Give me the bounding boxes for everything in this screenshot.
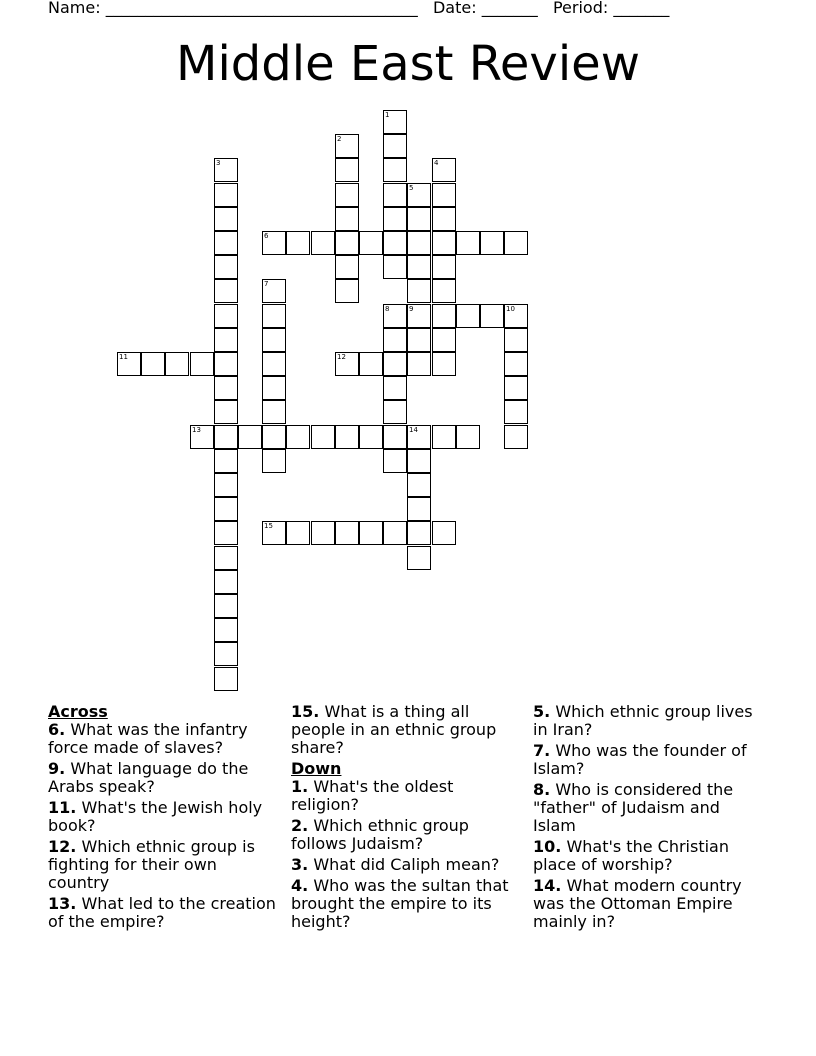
grid-cell[interactable] (335, 134, 359, 158)
grid-cell[interactable] (214, 594, 238, 618)
grid-cell[interactable] (383, 449, 407, 473)
clue-across-15: 15. What is a thing all people in an ethnic group share? (291, 702, 497, 757)
grid-cell[interactable] (383, 352, 407, 376)
grid-cell[interactable] (190, 352, 214, 376)
grid-cell[interactable] (456, 304, 480, 328)
grid-cell[interactable] (407, 328, 431, 352)
grid-cell[interactable] (335, 425, 359, 449)
grid-cell[interactable] (432, 328, 456, 352)
grid-cell[interactable] (214, 618, 238, 642)
grid-cell[interactable] (311, 521, 335, 545)
grid-cell[interactable] (383, 207, 407, 231)
grid-cell[interactable] (335, 279, 359, 303)
grid-cell[interactable] (383, 425, 407, 449)
grid-cell[interactable] (383, 255, 407, 279)
grid-cell[interactable] (335, 231, 359, 255)
clue-down-3: 3. What did Caliph mean? (291, 855, 500, 874)
grid-cell[interactable] (456, 231, 480, 255)
grid-cell[interactable] (504, 352, 528, 376)
cell-number: 15 (264, 522, 273, 530)
grid-cell[interactable] (117, 352, 141, 376)
grid-cell[interactable] (383, 328, 407, 352)
cell-number: 2 (337, 135, 342, 143)
grid-cell[interactable] (214, 279, 238, 303)
grid-cell[interactable] (214, 400, 238, 424)
grid-cell[interactable] (359, 521, 383, 545)
clue-down-5: 5. Which ethnic group lives in Iran? (533, 702, 753, 739)
grid-cell[interactable] (383, 231, 407, 255)
cell-number: 8 (385, 305, 390, 313)
cell-number: 11 (119, 353, 128, 361)
grid-cell[interactable] (214, 570, 238, 594)
grid-cell[interactable] (407, 183, 431, 207)
grid-cell[interactable] (383, 183, 407, 207)
grid-cell[interactable] (165, 352, 189, 376)
grid-cell[interactable] (432, 425, 456, 449)
grid-cell[interactable] (335, 352, 359, 376)
grid-cell[interactable] (214, 352, 238, 376)
grid-cell[interactable] (262, 400, 286, 424)
grid-cell[interactable] (286, 521, 310, 545)
grid-cell[interactable] (286, 425, 310, 449)
grid-cell[interactable] (214, 449, 238, 473)
grid-cell[interactable] (190, 425, 214, 449)
grid-cell[interactable] (407, 521, 431, 545)
grid-cell[interactable] (383, 376, 407, 400)
grid-cell[interactable] (480, 231, 504, 255)
clue-across-9: 9. What language do the Arabs speak? (48, 759, 249, 796)
clue-down-7: 7. Who was the founder of Islam? (533, 741, 747, 778)
cell-number: 6 (264, 232, 269, 240)
page-title: Middle East Review (176, 36, 640, 92)
grid-cell[interactable] (262, 328, 286, 352)
grid-cell[interactable] (504, 304, 528, 328)
grid-cell[interactable] (214, 158, 238, 182)
grid-cell[interactable] (504, 231, 528, 255)
clue-across-6: 6. What was the infantry force made of slaves? (48, 720, 248, 757)
grid-cell[interactable] (214, 521, 238, 545)
grid-cell[interactable] (238, 425, 262, 449)
clue-across-13: 13. What led to the creation of the empire? (48, 894, 276, 931)
grid-cell[interactable] (214, 183, 238, 207)
grid-cell[interactable] (214, 255, 238, 279)
clue-down-4: 4. Who was the sultan that brought the empire to its height? (291, 876, 509, 931)
grid-cell[interactable] (262, 231, 286, 255)
grid-cell[interactable] (141, 352, 165, 376)
clues-column-2 (291, 703, 523, 934)
grid-cell[interactable] (432, 304, 456, 328)
clues-column-1 (48, 703, 280, 934)
grid-cell[interactable] (214, 304, 238, 328)
cell-number: 12 (337, 353, 346, 361)
clues-column-3 (533, 703, 765, 934)
grid-cell[interactable] (214, 667, 238, 691)
grid-cell[interactable] (504, 376, 528, 400)
grid-cell[interactable] (214, 231, 238, 255)
grid-cell[interactable] (407, 255, 431, 279)
grid-cell[interactable] (214, 473, 238, 497)
grid-cell[interactable] (214, 328, 238, 352)
grid-cell[interactable] (480, 304, 504, 328)
grid-cell[interactable] (383, 134, 407, 158)
clue-down-8: 8. Who is considered the "father" of Judaism and Islam (533, 780, 734, 835)
clue-down-14: 14. What modern country was the Ottoman Empire mainly in? (533, 876, 742, 931)
date-label: Date: (432, 0, 477, 17)
grid-cell[interactable] (407, 473, 431, 497)
name-label: Name: (48, 0, 101, 17)
clue-down-10: 10. What's the Christian place of worship? (533, 837, 729, 874)
clue-across-11: 11. What's the Jewish holy book? (48, 798, 263, 835)
grid-cell[interactable] (359, 231, 383, 255)
grid-cell[interactable] (262, 304, 286, 328)
grid-cell[interactable] (359, 425, 383, 449)
grid-cell[interactable] (214, 207, 238, 231)
grid-cell[interactable] (407, 304, 431, 328)
grid-cell[interactable] (286, 231, 310, 255)
clue-down-1: 1. What's the oldest religion? (291, 777, 454, 814)
grid-cell[interactable] (214, 376, 238, 400)
grid-cell[interactable] (335, 255, 359, 279)
grid-cell[interactable] (262, 376, 286, 400)
grid-cell[interactable] (432, 255, 456, 279)
cell-number: 4 (434, 159, 439, 167)
grid-cell[interactable] (262, 352, 286, 376)
cell-number: 3 (216, 159, 221, 167)
grid-cell[interactable] (262, 279, 286, 303)
grid-cell[interactable] (311, 231, 335, 255)
grid-cell[interactable] (432, 279, 456, 303)
cell-number: 13 (192, 426, 201, 434)
cell-number: 5 (409, 184, 414, 192)
grid-cell[interactable] (335, 207, 359, 231)
grid-cell[interactable] (407, 546, 431, 570)
grid-cell[interactable] (262, 521, 286, 545)
grid-cell[interactable] (407, 279, 431, 303)
grid-cell[interactable] (359, 352, 383, 376)
grid-cell[interactable] (407, 449, 431, 473)
grid-cell[interactable] (432, 352, 456, 376)
grid-cell[interactable] (432, 183, 456, 207)
grid-cell[interactable] (335, 158, 359, 182)
grid-cell[interactable] (456, 425, 480, 449)
cell-number: 9 (409, 305, 414, 313)
grid-cell[interactable] (335, 521, 359, 545)
down-heading: Down (291, 759, 342, 778)
grid-cell[interactable] (335, 183, 359, 207)
grid-cell[interactable] (432, 231, 456, 255)
clue-across-12: 12. Which ethnic group is fighting for their own country (48, 837, 255, 892)
grid-cell[interactable] (311, 425, 335, 449)
grid-cell[interactable] (383, 400, 407, 424)
grid-cell[interactable] (214, 497, 238, 521)
grid-cell[interactable] (383, 110, 407, 134)
grid-cell[interactable] (504, 400, 528, 424)
grid-cell[interactable] (383, 304, 407, 328)
grid-cell[interactable] (262, 425, 286, 449)
period-blank: _______ (613, 0, 670, 17)
grid-cell[interactable] (432, 158, 456, 182)
grid-cell[interactable] (214, 546, 238, 570)
grid-cell[interactable] (407, 497, 431, 521)
grid-cell[interactable] (407, 207, 431, 231)
grid-cell[interactable] (407, 425, 431, 449)
grid-cell[interactable] (214, 425, 238, 449)
grid-cell[interactable] (407, 231, 431, 255)
grid-cell[interactable] (407, 352, 431, 376)
across-heading: Across (48, 702, 108, 721)
name-blank: _______________________________________ (105, 0, 418, 17)
grid-cell[interactable] (432, 207, 456, 231)
cell-number: 14 (409, 426, 418, 434)
grid-cell[interactable] (504, 425, 528, 449)
grid-cell[interactable] (432, 521, 456, 545)
period-label: Period: (552, 0, 609, 17)
grid-cell[interactable] (214, 642, 238, 666)
cell-number: 1 (385, 111, 390, 119)
clue-down-2: 2. Which ethnic group follows Judaism? (291, 816, 469, 853)
grid-cell[interactable] (504, 328, 528, 352)
cell-number: 10 (506, 305, 515, 313)
cell-number: 7 (264, 280, 269, 288)
grid-cell[interactable] (262, 449, 286, 473)
grid-cell[interactable] (383, 521, 407, 545)
date-blank: _______ (481, 0, 538, 17)
grid-cell[interactable] (383, 158, 407, 182)
